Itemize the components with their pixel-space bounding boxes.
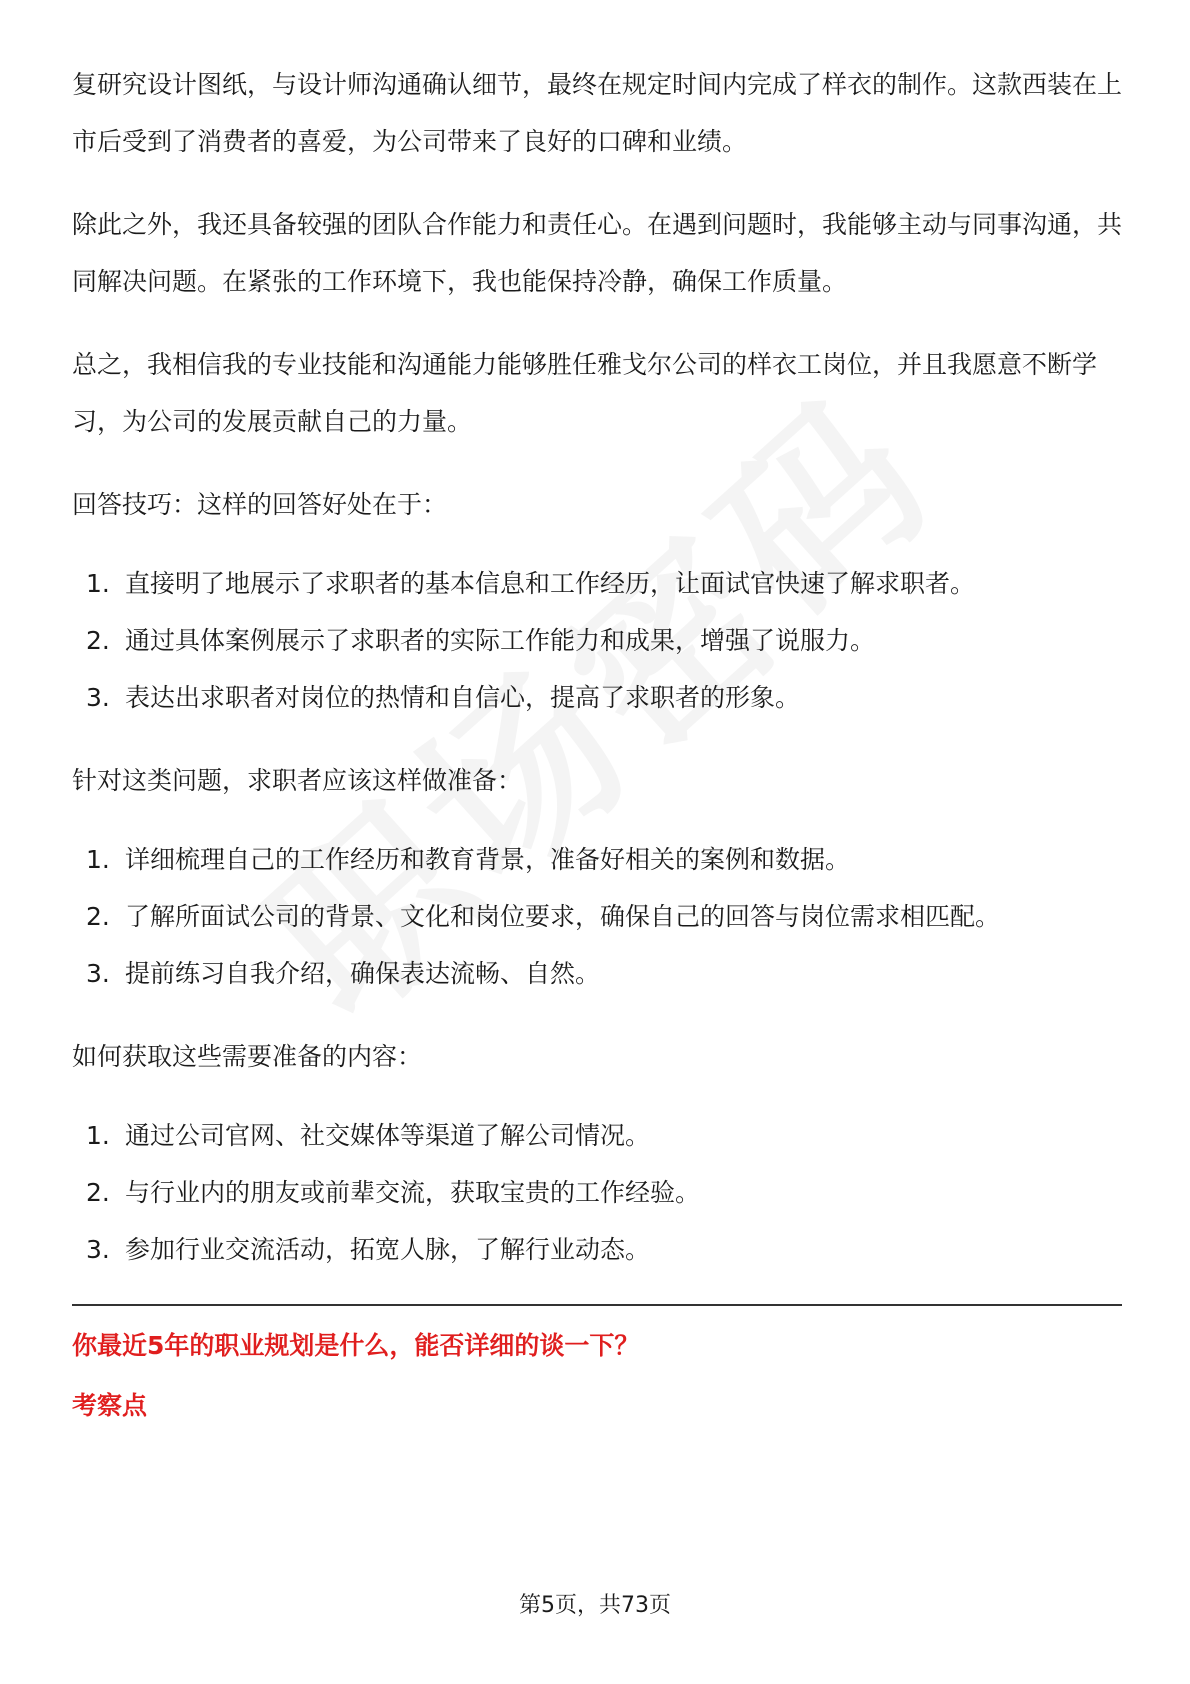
list-item: 3. 参加行业交流活动，拓宽人脉，了解行业动态。 [86, 1235, 651, 1264]
prep-list [72, 831, 1122, 1002]
page-number: 第5页，共73页 [519, 1593, 671, 1618]
paragraph-1: 复研究设计图纸，与设计师沟通确认细节，最终在规定时间内完成了样衣的制作。这款西装在上市后受到了消费者的喜爱，为公司带来了良好的口碑和业绩。 [72, 70, 1123, 156]
sources-list [72, 1107, 1122, 1278]
list-item: 1. 通过公司官网、社交媒体等渠道了解公司情况。 [86, 1121, 651, 1150]
document-body [72, 56, 1122, 1424]
paragraph-2: 除此之外，我还具备较强的团队合作能力和责任心。在遇到问题时，我能够主动与同事沟通，共同解决问题。在紧张的工作环境下，我也能保持冷静，确保工作质量。 [72, 210, 1123, 296]
list-item: 3. 表达出求职者对岗位的热情和自信心，提高了求职者的形象。 [86, 683, 801, 712]
prep-heading: 针对这类问题，求职者应该这样做准备： [72, 766, 523, 795]
list-item: 1. 直接明了地展示了求职者的基本信息和工作经历，让面试官快速了解求职者。 [86, 569, 976, 598]
list-item: 2. 与行业内的朋友或前辈交流，获取宝贵的工作经验。 [86, 1178, 701, 1207]
section-divider [72, 1304, 1122, 1306]
tips-list [72, 555, 1122, 726]
tips-heading: 回答技巧：这样的回答好处在于： [72, 490, 448, 519]
paragraph-3: 总之，我相信我的专业技能和沟通能力能够胜任雅戈尔公司的样衣工岗位，并且我愿意不断学习，为公司的发展贡献自己的力量。 [72, 350, 1098, 436]
list-item: 1. 详细梳理自己的工作经历和教育背景，准备好相关的案例和数据。 [86, 845, 851, 874]
list-item: 2. 了解所面试公司的背景、文化和岗位要求，确保自己的回答与岗位需求相匹配。 [86, 902, 1001, 931]
list-item: 3. 提前练习自我介绍，确保表达流畅、自然。 [86, 959, 601, 988]
sources-heading: 如何获取这些需要准备的内容： [72, 1042, 423, 1071]
question-title: 你最近5年的职业规划是什么，能否详细的谈一下？ [72, 1331, 640, 1360]
question-subtitle: 考察点 [72, 1391, 148, 1420]
list-item: 2. 通过具体案例展示了求职者的实际工作能力和成果，增强了说服力。 [86, 626, 876, 655]
